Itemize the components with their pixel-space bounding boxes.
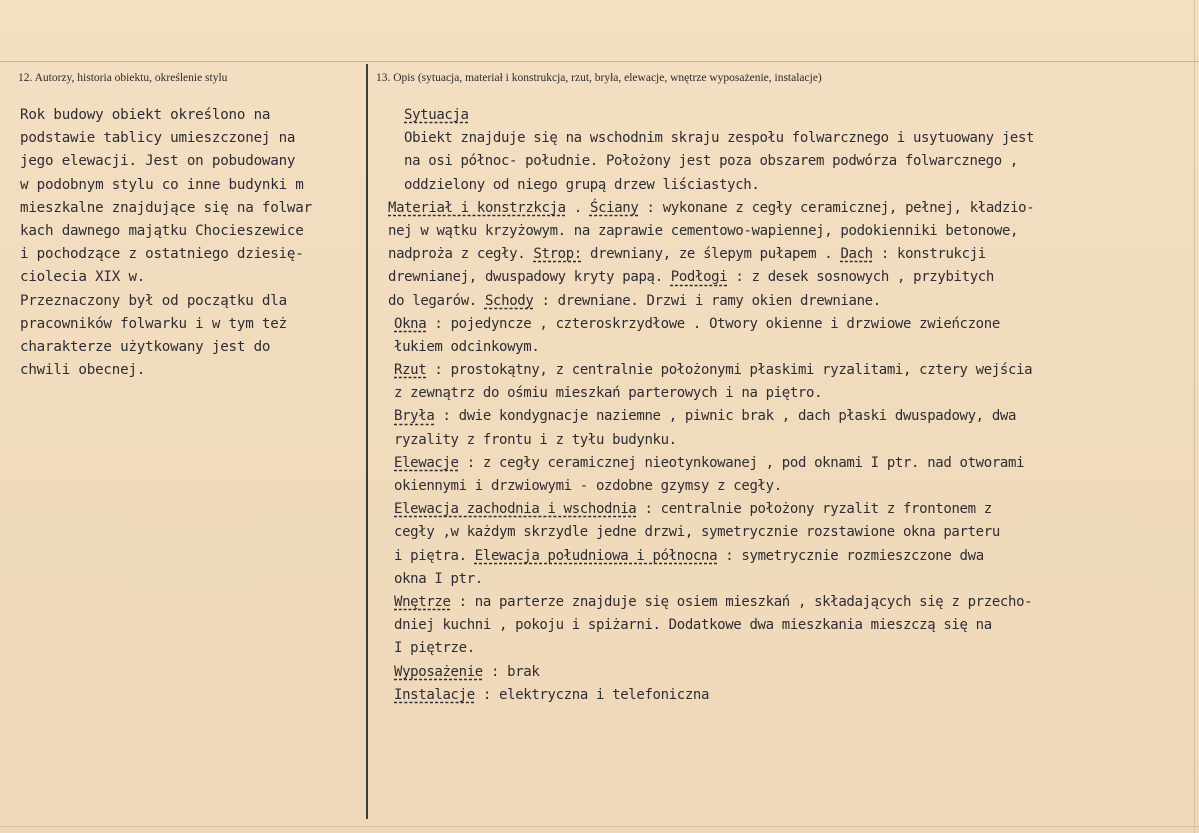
description-line: I piętrze.: [394, 640, 475, 657]
section-13-header: 13. Opis (sytuacja, materiał i konstrukcja, rzut, bryła, elewacje, wnętrze wyposażenie, instalacje): [376, 72, 822, 84]
heading-bryla: Bryła: [394, 408, 435, 425]
heading-podlogi: Podłogi: [670, 269, 728, 286]
description-line: okna I ptr.: [394, 570, 483, 587]
heading-elewacje: Elewacje: [394, 454, 459, 471]
line-text: : symetrycznie rozmieszczone dwa: [717, 547, 984, 564]
column-divider: [366, 64, 368, 819]
history-line: ciolecia XIX w.: [20, 269, 146, 286]
heading-material: Materiał i konstrzkcja: [388, 199, 566, 216]
history-line: podstawie tablicy umieszczonej na: [20, 130, 296, 147]
line-text: : wykonane z cegły ceramicznej, pełnej, kładzio-: [638, 199, 1035, 216]
description-line: nej w wątku krzyżowym. na zaprawie cementowo-wapiennej, podokienniki betonowe,: [388, 222, 1019, 239]
line-text: : z cegły ceramicznej nieotynkowanej , pod oknami I ptr. nad otworami: [458, 454, 1025, 471]
history-line: Przeznaczony był od początku dla: [20, 292, 287, 309]
description-line: [392, 545, 1187, 568]
description-line: cegły ,w każdym skrzydle jedne drzwi, symetrycznie rozstawione okna parteru: [394, 524, 1000, 541]
history-line: kach dawnego majątku Chocieszewice: [20, 222, 304, 239]
line-text: : na parterze znajduje się osiem mieszkań , składających się z przecho-: [450, 593, 1033, 610]
heading-instalacje: Instalacje: [394, 686, 475, 703]
history-line: jego elewacji. Jest on pobudowany: [20, 153, 296, 170]
right-edge: [1194, 0, 1195, 833]
line-text: nadproża z cegły.: [388, 246, 534, 263]
history-column: [20, 104, 360, 382]
section-12-header: 12. Autorzy, historia obiektu, określenie stylu: [18, 72, 228, 84]
heading-schody: Schody: [484, 292, 534, 309]
description-line: Obiekt znajduje się na wschodnim skraju zespołu folwarcznego i usytuowany jest: [404, 130, 1035, 147]
line-text: do legarów.: [388, 292, 485, 309]
description-line: [392, 405, 1187, 428]
line-text: drewniany, ze ślepym pułapem .: [581, 246, 841, 263]
history-line: w podobnym stylu co inne budynki m: [20, 176, 304, 193]
description-line: łukiem odcinkowym.: [394, 338, 540, 355]
description-line: [392, 313, 1187, 336]
line-text: : z desek sosnowych , przybitych: [727, 269, 994, 286]
line-text: : centralnie położony ryzalit z frontonem z: [636, 501, 992, 518]
heading-okna: Okna: [394, 315, 427, 332]
description-line: okiennymi i drzwiowymi - ozdobne gzymsy z cegły.: [394, 478, 782, 494]
description-line: z zewnątrz do ośmiu mieszkań parterowych i na piętro.: [394, 385, 823, 402]
heading-rzut: Rzut: [394, 362, 427, 379]
history-line: pracowników folwarku i w tym też: [20, 315, 287, 332]
line-text: : brak: [482, 663, 540, 680]
heading-sytuacja-label: Sytuacja: [404, 107, 469, 123]
history-line: i pochodzące z ostatniego dziesię-: [20, 246, 304, 263]
description-line: [392, 359, 1187, 382]
description-line: [392, 498, 1187, 521]
heading-dach: Dach: [840, 246, 873, 263]
description-line: [386, 290, 1187, 313]
heading-strop: Strop:: [533, 246, 582, 263]
description-line: ryzality z frontu i z tyłu budynku.: [394, 431, 677, 448]
line-text: : prostokątny, z centralnie położonymi płaskimi ryzalitami, cztery wejścia: [426, 362, 1033, 379]
heading-sciany: Ściany: [589, 199, 639, 216]
description-line: [392, 452, 1187, 475]
line-text: .: [565, 199, 590, 216]
line-text: : pojedyncze , czteroskrzydłowe . Otwory okienne i drzwiowe zwieńczone: [426, 315, 1000, 332]
description-line: [392, 684, 1187, 707]
description-column: [388, 104, 1187, 707]
heading-elewacja-poludniowa: Elewacja południowa i północna: [474, 547, 718, 564]
line-text: : konstrukcji: [872, 246, 986, 263]
history-line: Rok budowy obiekt określono na: [20, 107, 271, 123]
line-text: drewnianej, dwuspadowy kryty papą.: [388, 269, 671, 286]
description-line: [386, 197, 1187, 220]
line-text: : elektryczna i telefoniczna: [474, 686, 710, 703]
description-line: na osi północ- południe. Położony jest poza obszarem podwórza folwarcznego ,: [404, 153, 1018, 170]
top-rule: [0, 61, 1199, 62]
bottom-rule: [0, 826, 1199, 827]
line-text: i piętra.: [394, 547, 475, 564]
history-line: chwili obecnej.: [20, 362, 146, 379]
description-line: [392, 661, 1187, 684]
description-line: [386, 266, 1187, 289]
heading-wyposazenie: Wyposażenie: [394, 663, 483, 680]
line-text: : drewniane. Drzwi i ramy okien drewniane.: [533, 292, 881, 309]
history-line: charakterze użytkowany jest do: [20, 338, 271, 355]
history-line: mieszkalne znajdujące się na folwar: [20, 199, 312, 216]
line-text: : dwie kondygnacje naziemne , piwnic brak , dach płaski dwuspadowy, dwa: [434, 408, 1017, 425]
description-line: [386, 243, 1187, 266]
heading-elewacja-zachodnia: Elewacja zachodnia i wschodnia: [394, 501, 637, 518]
heading-wnetrze: Wnętrze: [394, 593, 451, 610]
description-line: [392, 591, 1187, 614]
description-line: oddzielony od niego grupą drzew liściastych.: [404, 176, 760, 193]
description-line: dniej kuchni , pokoju i spiżarni. Dodatkowe dwa mieszkania mieszczą się na: [394, 617, 992, 634]
heading-sytuacja: [392, 104, 1187, 127]
